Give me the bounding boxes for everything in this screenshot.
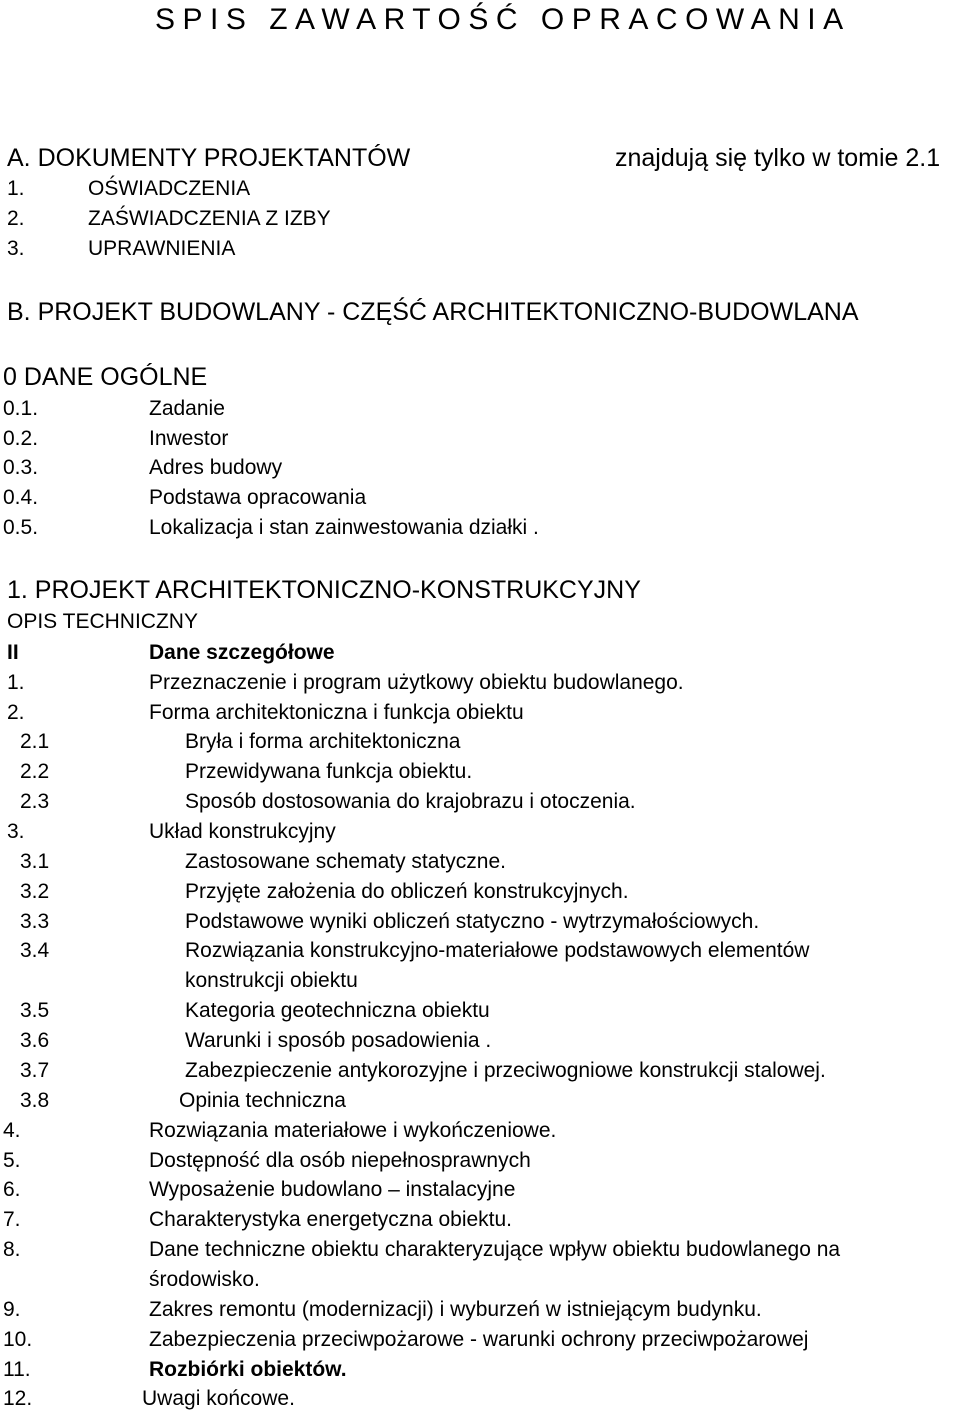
list-item xyxy=(7,819,907,845)
list-item xyxy=(20,729,920,755)
item-number: 9. xyxy=(3,1298,21,1321)
item-number: 3.3 xyxy=(20,910,50,933)
item-text: Zastosowane schematy statyczne. xyxy=(185,850,506,873)
list-item xyxy=(7,176,907,202)
item-text: Zabezpieczenia przeciwpożarowe - warunki ochrony przeciwpożarowej xyxy=(149,1328,809,1351)
item-text: Bryła i forma architektoniczna xyxy=(185,730,461,753)
item-text: środowisko. xyxy=(149,1268,260,1291)
item-number: 3. xyxy=(7,237,25,260)
item-number: 8. xyxy=(3,1238,21,1261)
item-text: Opinia techniczna xyxy=(179,1089,346,1112)
item-text: Podstawowe wyniki obliczeń statyczno - wytrzymałościowych. xyxy=(185,910,760,933)
item-number: 1. xyxy=(7,177,25,200)
list-item xyxy=(3,1177,903,1203)
item-text: Przeznaczenie i program użytkowy obiektu budowlanego. xyxy=(149,671,684,694)
item-text: Uwagi końcowe. xyxy=(142,1387,295,1410)
item-number: 0.3. xyxy=(3,456,39,479)
item-number: 11. xyxy=(3,1358,31,1381)
list-item xyxy=(20,759,920,785)
item-number: 3.4 xyxy=(20,939,50,962)
item-number: 2.1 xyxy=(20,730,50,753)
item-number: 3.7 xyxy=(20,1059,50,1082)
item-text: Zabezpieczenie antykorozyjne i przeciwogniowe konstrukcji stalowej. xyxy=(185,1059,826,1082)
item-number: 10. xyxy=(3,1328,33,1351)
item-number: 0.2. xyxy=(3,427,39,450)
item-number: 0.4. xyxy=(3,486,39,509)
list-item xyxy=(3,1207,903,1233)
item-text: Rozwiązania konstrukcyjno-materiałowe podstawowych elementów xyxy=(185,939,810,962)
part-number: II xyxy=(7,641,19,664)
item-number: 12. xyxy=(3,1387,33,1410)
item-text: Rozbiórki obiektów. xyxy=(149,1358,347,1381)
item-text: Charakterystyka energetyczna obiektu. xyxy=(149,1208,513,1231)
item-number: 3.6 xyxy=(20,1029,50,1052)
item-text: Dane techniczne obiektu charakteryzujące wpływ obiektu budowlanego na xyxy=(149,1238,841,1261)
list-item xyxy=(7,700,907,726)
list-item xyxy=(3,1386,903,1412)
item-text: Układ konstrukcyjny xyxy=(149,820,336,843)
list-item xyxy=(20,1028,920,1054)
item-number: 0.1. xyxy=(3,397,39,420)
item-text: Przyjęte założenia do obliczeń konstrukcyjnych. xyxy=(185,880,629,903)
item-text: Kategoria geotechniczna obiektu xyxy=(185,999,490,1022)
item-text: Sposób dostosowania do krajobrazu i otoczenia. xyxy=(185,790,636,813)
section-b-heading: B. PROJEKT BUDOWLANY - CZĘŚĆ ARCHITEKTONICZNO-BUDOWLANA xyxy=(7,298,859,326)
item-text: Rozwiązania materiałowe i wykończeniowe. xyxy=(149,1119,557,1142)
item-text: konstrukcji obiektu xyxy=(185,969,358,992)
item-number: 0.5. xyxy=(3,516,39,539)
list-item xyxy=(7,670,907,696)
list-item xyxy=(3,1327,903,1353)
item-number: 3.5 xyxy=(20,999,50,1022)
item-number: 4. xyxy=(3,1119,21,1142)
item-text: Warunki i sposób posadowienia . xyxy=(185,1029,492,1052)
item-number: 3.2 xyxy=(20,880,50,903)
list-item xyxy=(20,1058,920,1084)
item-number: 5. xyxy=(3,1149,21,1172)
item-number: 1. xyxy=(7,671,25,694)
item-text: Podstawa opracowania xyxy=(149,486,367,509)
item-text: Inwestor xyxy=(149,427,229,450)
list-item xyxy=(3,1357,903,1383)
item-text: Lokalizacja i stan zainwestowania działki . xyxy=(149,516,539,539)
list-item xyxy=(3,426,903,452)
part-title: Dane szczegółowe xyxy=(149,641,335,664)
list-item xyxy=(3,485,903,511)
list-item xyxy=(3,455,903,481)
list-item xyxy=(20,879,920,905)
item-text: Zadanie xyxy=(149,397,225,420)
list-item xyxy=(3,1118,903,1144)
item-number: 7. xyxy=(3,1208,21,1231)
list-item xyxy=(3,1237,903,1263)
list-item xyxy=(3,1297,903,1323)
item-text: ZAŚWIADCZENIA Z IZBY xyxy=(88,207,331,230)
item-number: 3.8 xyxy=(20,1089,50,1112)
list-item-continuation xyxy=(3,1267,903,1293)
list-item-continuation xyxy=(20,968,920,994)
item-text: Wyposażenie budowlano – instalacyjne xyxy=(149,1178,516,1201)
item-text: OŚWIADCZENIA xyxy=(88,177,251,200)
item-number: 3. xyxy=(7,820,25,843)
item-number: 6. xyxy=(3,1178,21,1201)
project-heading: 1. PROJEKT ARCHITEKTONICZNO-KONSTRUKCYJNY xyxy=(7,576,641,604)
list-item xyxy=(3,396,903,422)
item-text: Zakres remontu (modernizacji) i wyburzeń w istniejącym budynku. xyxy=(149,1298,762,1321)
list-item xyxy=(7,236,907,262)
item-text: Adres budowy xyxy=(149,456,283,479)
section-a-heading: A. DOKUMENTY PROJEKTANTÓW xyxy=(7,144,411,172)
general-heading: 0 DANE OGÓLNE xyxy=(3,363,208,391)
item-text: Forma architektoniczna i funkcja obiektu xyxy=(149,701,524,724)
item-number: 3.1 xyxy=(20,850,50,873)
item-number: 2.2 xyxy=(20,760,50,783)
list-item xyxy=(20,998,920,1024)
item-number: 2. xyxy=(7,701,25,724)
document-title: SPIS ZAWARTOŚĆ OPRACOWANIA xyxy=(155,3,851,36)
part-heading xyxy=(7,640,907,666)
list-item xyxy=(20,789,920,815)
item-number: 2. xyxy=(7,207,25,230)
list-item xyxy=(20,909,920,935)
project-subheading: OPIS TECHNICZNY xyxy=(7,610,198,633)
item-text: UPRAWNIENIA xyxy=(88,237,236,260)
list-item xyxy=(20,938,920,964)
list-item xyxy=(20,1088,920,1114)
list-item xyxy=(3,515,903,541)
list-item xyxy=(3,1148,903,1174)
list-item xyxy=(7,206,907,232)
list-item xyxy=(20,849,920,875)
item-text: Przewidywana funkcja obiektu. xyxy=(185,760,473,783)
item-text: Dostępność dla osób niepełnosprawnych xyxy=(149,1149,531,1172)
section-a-note: znajdują się tylko w tomie 2.1 xyxy=(615,144,941,172)
item-number: 2.3 xyxy=(20,790,50,813)
